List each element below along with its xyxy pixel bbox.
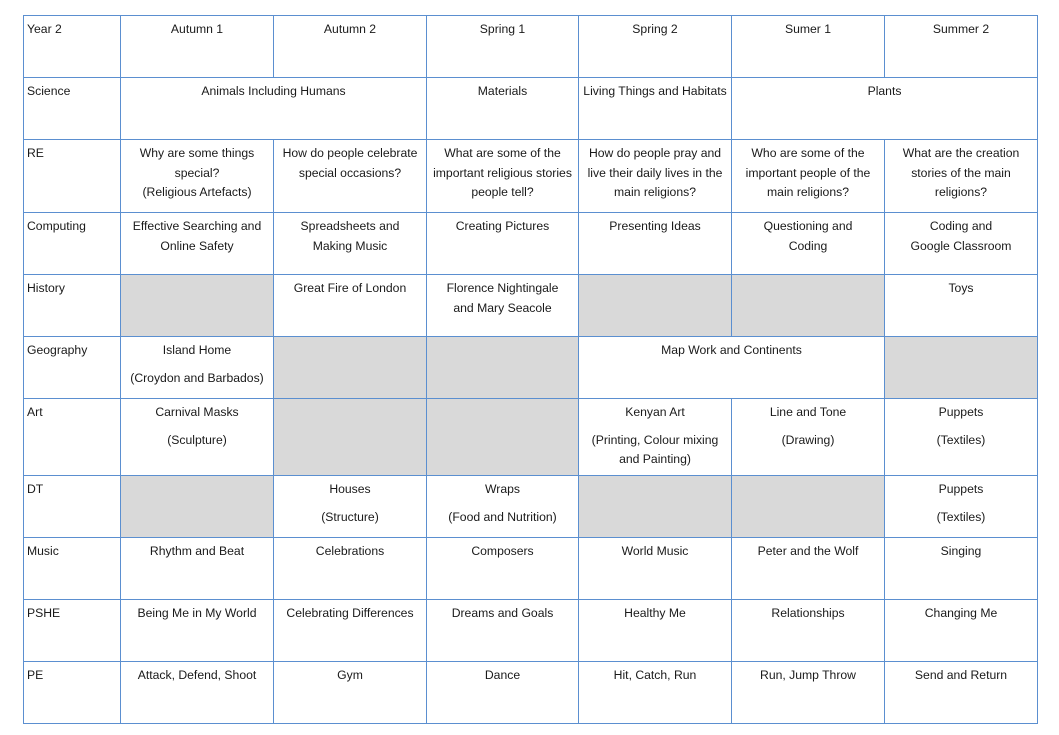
history-row xyxy=(24,275,1038,337)
re-summer-2-cell xyxy=(885,140,1038,213)
music-autumn-1-cell: Rhythm and Beat xyxy=(121,538,274,600)
cell-line: Online Safety xyxy=(160,238,234,253)
subject-label-science: Science xyxy=(24,78,121,140)
cell-line: (Textiles) xyxy=(936,432,986,447)
re-autumn-1-cell xyxy=(121,140,274,213)
empty-shaded-cell xyxy=(274,399,427,476)
cell-line: main religions? xyxy=(614,185,696,199)
computing-row xyxy=(24,213,1038,275)
cell-line: and Painting) xyxy=(619,452,691,466)
term-header-spring-2: Spring 2 xyxy=(579,16,732,78)
history-autumn-2-cell: Great Fire of London xyxy=(274,275,427,337)
pe-spring-2-cell: Hit, Catch, Run xyxy=(579,662,732,724)
cell-line: (Drawing) xyxy=(781,432,835,447)
header-row xyxy=(24,16,1038,78)
cell-line: What are some of the xyxy=(444,146,561,160)
cell-line: Wraps xyxy=(485,482,520,496)
science-animals-cell: Animals Including Humans xyxy=(121,78,427,140)
empty-shaded-cell xyxy=(274,337,427,399)
pshe-spring-1-cell: Dreams and Goals xyxy=(427,600,579,662)
computing-spring-1-cell xyxy=(427,213,579,275)
geography-autumn-1-cell xyxy=(121,337,274,399)
cell-line: Presenting Ideas xyxy=(609,219,701,233)
cell-line: Puppets xyxy=(938,405,984,419)
cell-line: Google Classroom xyxy=(910,238,1012,253)
re-summer-1-cell xyxy=(732,140,885,213)
cell-line: Effective Searching and xyxy=(132,219,262,233)
dt-spring-1-cell xyxy=(427,476,579,538)
term-header-spring-1: Spring 1 xyxy=(427,16,579,78)
subject-label-computing: Computing xyxy=(24,213,121,275)
pe-spring-1-cell: Dance xyxy=(427,662,579,724)
subject-label-dt: DT xyxy=(24,476,121,538)
geography-map-work-cell: Map Work and Continents xyxy=(579,337,885,399)
cell-line: Creating Pictures xyxy=(455,219,550,233)
cell-line: (Textiles) xyxy=(936,509,986,524)
cell-line: stories of the main xyxy=(911,165,1011,180)
subject-label-pe: PE xyxy=(24,662,121,724)
term-header-autumn-1: Autumn 1 xyxy=(121,16,274,78)
dt-summer-2-cell xyxy=(885,476,1038,538)
cell-line: (Printing, Colour mixing xyxy=(591,432,719,447)
computing-summer-1-cell xyxy=(732,213,885,275)
empty-shaded-cell xyxy=(732,275,885,337)
cell-line: Houses xyxy=(329,482,371,496)
subject-label-art: Art xyxy=(24,399,121,476)
cell-line: (Sculpture) xyxy=(167,432,227,447)
subject-label-history: History xyxy=(24,275,121,337)
cell-line: Kenyan Art xyxy=(625,405,685,419)
cell-line: Coding and xyxy=(929,219,993,233)
term-header-summer-1: Sumer 1 xyxy=(732,16,885,78)
subject-label-re: RE xyxy=(24,140,121,213)
empty-shaded-cell xyxy=(427,399,579,476)
pshe-row xyxy=(24,600,1038,662)
computing-autumn-2-cell xyxy=(274,213,427,275)
cell-line: Questioning and xyxy=(763,219,853,233)
music-spring-1-cell: Composers xyxy=(427,538,579,600)
pe-row xyxy=(24,662,1038,724)
cell-line: Making Music xyxy=(312,238,388,253)
subject-label-music: Music xyxy=(24,538,121,600)
pshe-spring-2-cell: Healthy Me xyxy=(579,600,732,662)
year-label: Year 2 xyxy=(24,16,121,78)
cell-line: What are the creation xyxy=(902,146,1020,160)
pshe-summer-1-cell: Relationships xyxy=(732,600,885,662)
term-header-summer-2: Summer 2 xyxy=(885,16,1038,78)
cell-line: How do people pray and xyxy=(588,146,722,160)
cell-line: Puppets xyxy=(938,482,984,496)
science-row xyxy=(24,78,1038,140)
dt-row xyxy=(24,476,1038,538)
cell-line: (Croydon and Barbados) xyxy=(130,370,264,385)
art-summer-1-cell xyxy=(732,399,885,476)
re-row xyxy=(24,140,1038,213)
cell-line: Why are some things xyxy=(139,146,255,160)
cell-line: live their daily lives in the xyxy=(587,165,723,180)
art-autumn-1-cell xyxy=(121,399,274,476)
cell-line: important religious stories xyxy=(433,165,572,180)
pshe-summer-2-cell: Changing Me xyxy=(885,600,1038,662)
cell-line: people tell? xyxy=(471,185,534,199)
cell-line: important people of the xyxy=(745,165,871,180)
cell-line: (Food and Nutrition) xyxy=(448,509,557,524)
pe-autumn-2-cell: Gym xyxy=(274,662,427,724)
cell-line: How do people celebrate xyxy=(282,146,418,160)
computing-autumn-1-cell xyxy=(121,213,274,275)
cell-line: Line and Tone xyxy=(769,405,847,419)
cell-line: Carnival Masks xyxy=(155,405,239,419)
computing-spring-2-cell xyxy=(579,213,732,275)
cell-line: (Religious Artefacts) xyxy=(142,185,252,199)
cell-line: (Structure) xyxy=(321,509,379,524)
art-spring-2-cell xyxy=(579,399,732,476)
geography-row xyxy=(24,337,1038,399)
re-spring-1-cell xyxy=(427,140,579,213)
computing-summer-2-cell xyxy=(885,213,1038,275)
art-row xyxy=(24,399,1038,476)
empty-shaded-cell xyxy=(427,337,579,399)
cell-line: special? xyxy=(174,165,220,180)
music-summer-1-cell: Peter and the Wolf xyxy=(732,538,885,600)
science-plants-cell: Plants xyxy=(732,78,1038,140)
pe-autumn-1-cell: Attack, Defend, Shoot xyxy=(121,662,274,724)
pshe-autumn-2-cell: Celebrating Differences xyxy=(274,600,427,662)
music-row xyxy=(24,538,1038,600)
history-spring-1-cell xyxy=(427,275,579,337)
art-summer-2-cell xyxy=(885,399,1038,476)
subject-label-pshe: PSHE xyxy=(24,600,121,662)
subject-label-geography: Geography xyxy=(24,337,121,399)
curriculum-table xyxy=(23,15,1038,724)
science-living-things-cell: Living Things and Habitats xyxy=(579,78,732,140)
pe-summer-2-cell: Send and Return xyxy=(885,662,1038,724)
music-autumn-2-cell: Celebrations xyxy=(274,538,427,600)
cell-line: religions? xyxy=(934,185,988,199)
cell-line: Island Home xyxy=(162,343,232,357)
term-header-autumn-2: Autumn 2 xyxy=(274,16,427,78)
cell-line: and Mary Seacole xyxy=(453,300,552,315)
music-spring-2-cell: World Music xyxy=(579,538,732,600)
empty-shaded-cell xyxy=(121,476,274,538)
empty-shaded-cell xyxy=(732,476,885,538)
re-autumn-2-cell xyxy=(274,140,427,213)
pe-summer-1-cell: Run, Jump Throw xyxy=(732,662,885,724)
re-spring-2-cell xyxy=(579,140,732,213)
empty-shaded-cell xyxy=(579,275,732,337)
empty-shaded-cell xyxy=(121,275,274,337)
pshe-autumn-1-cell: Being Me in My World xyxy=(121,600,274,662)
empty-shaded-cell xyxy=(579,476,732,538)
dt-autumn-2-cell xyxy=(274,476,427,538)
cell-line: main religions? xyxy=(767,185,849,199)
cell-line: special occasions? xyxy=(298,165,402,180)
cell-line: Spreadsheets and xyxy=(300,219,400,233)
cell-line: Coding xyxy=(788,238,828,253)
history-summer-2-cell: Toys xyxy=(885,275,1038,337)
music-summer-2-cell: Singing xyxy=(885,538,1038,600)
cell-line: Who are some of the xyxy=(751,146,865,160)
cell-line: Florence Nightingale xyxy=(446,281,559,295)
science-materials-cell: Materials xyxy=(427,78,579,140)
empty-shaded-cell xyxy=(885,337,1038,399)
